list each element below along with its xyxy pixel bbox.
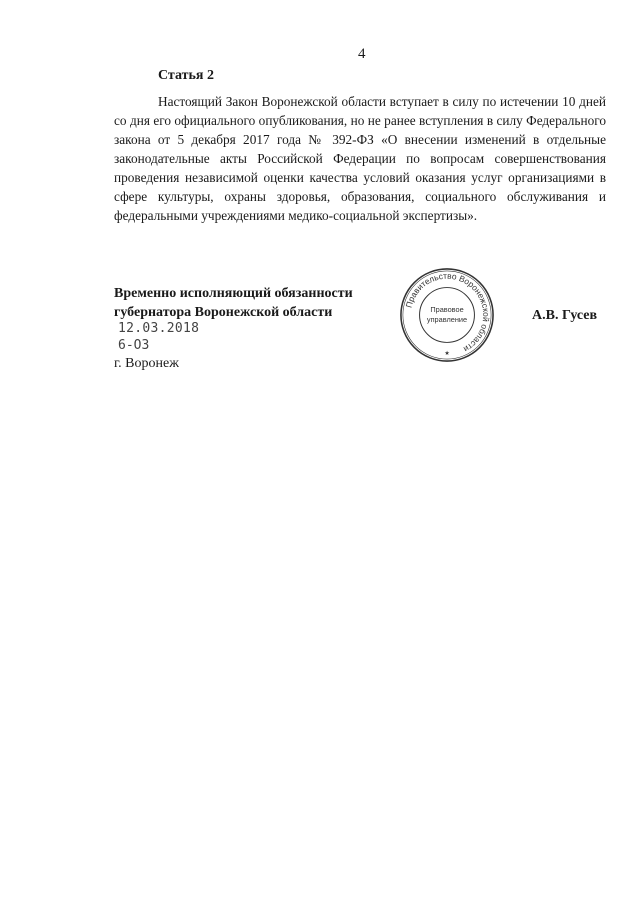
signatory-title-line-2: губернатора Воронежской области	[114, 305, 333, 320]
page-number: 4	[358, 46, 366, 62]
signing-date: 12.03.2018	[118, 321, 200, 336]
official-stamp	[398, 266, 496, 364]
stamp-star-icon: ★	[444, 351, 450, 358]
stamp-center-line-1: Правовое	[430, 305, 464, 315]
article-title: Статья 2	[158, 68, 214, 83]
signatory-title	[114, 284, 353, 322]
stamp-ring-text: Правительство Воронежской области	[403, 270, 492, 355]
signing-city: г. Воронеж	[114, 356, 179, 371]
law-number: 6-ОЗ	[118, 338, 150, 353]
stamp-center-line-2: управление	[426, 314, 468, 324]
signer-name: А.В. Гусев	[532, 308, 598, 323]
article-body: Настоящий Закон Воронежской области вступает в силу по истечении 10 дней со дня его официального опубликования, но не ранее вступления в силу Федерального закона от 5 декабря 2017 года № 392-ФЗ «О внесении изменений в отдельные законодательные акты Российской Федерации по вопросам совершенствования проведения независимой оценки качества условий оказания услуг организациями в сфере культуры, охраны здоровья, образования, социального обслуживания и федеральными учреждениями медико-социальной экспертизы».	[114, 94, 606, 223]
signatory-title-line-1: Временно исполняющий обязанности	[114, 286, 353, 301]
